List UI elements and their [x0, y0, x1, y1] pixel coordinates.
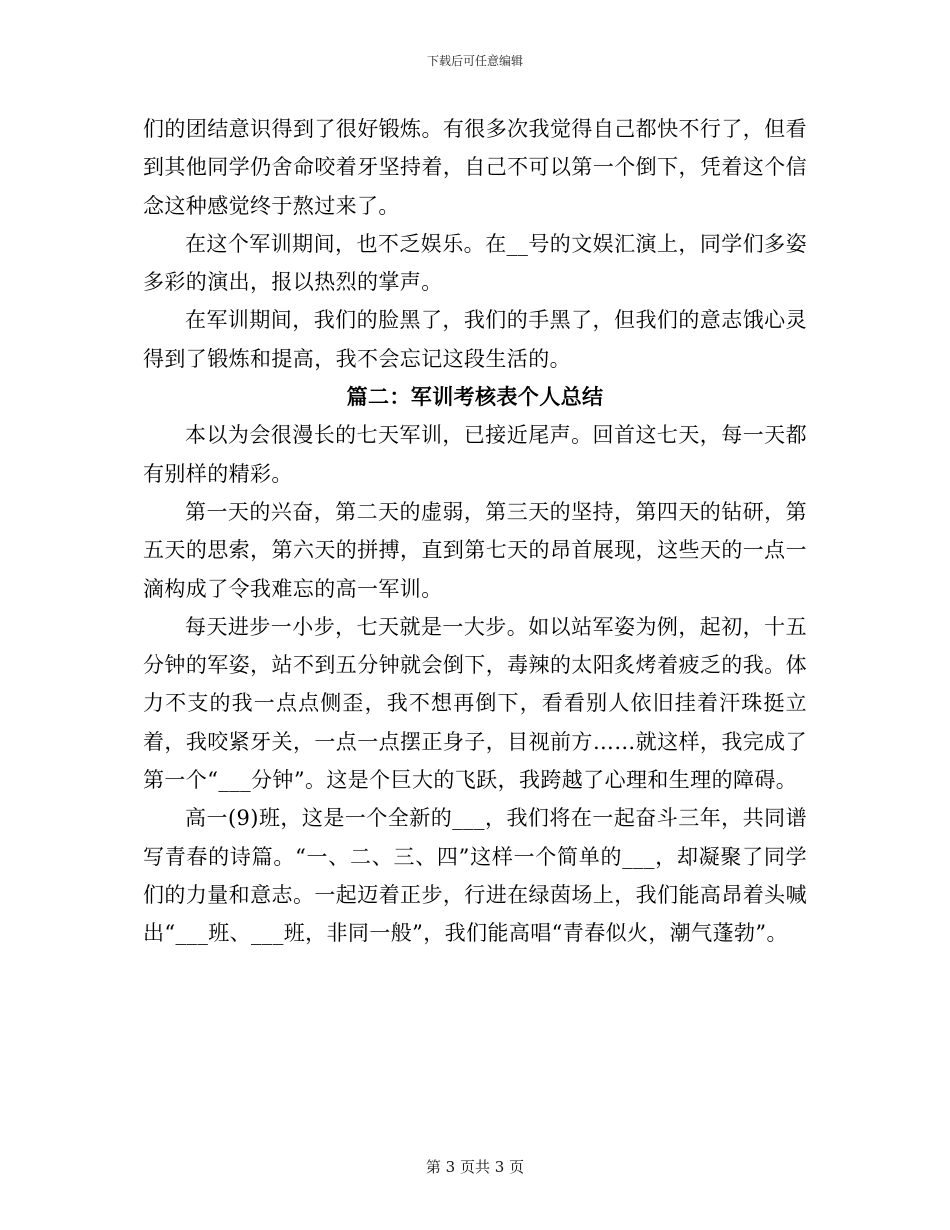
paragraph-progress: 每天进步一小步，七天就是一大步。如以站军姿为例，起初，十五分钟的军姿，站不到五分钟就会倒下，毒辣的太阳炙烤着疲乏的我。体力不支的我一点点侧歪，我不想再倒下，看看别人依旧挂着汗珠挺立着，我咬紧牙关，一点一点摆正身子，目视前方……就这样，我完成了第一个“___分钟”。这是个巨大的飞跃，我跨越了心理和生理的障碍。: [143, 614, 807, 793]
document-body: [143, 110, 807, 953]
paragraph-intro: 本以为会很漫长的七天军训，已接近尾声。回首这七天，每一天都有别样的精彩。: [143, 423, 807, 486]
paragraph-class: 高一(9)班，这是一个全新的___，我们将在一起奋斗三年，共同谱写青春的诗篇。“一、二、三、四”这样一个简单的___，却凝聚了同学们的力量和意志。一起迈着正步，行进在绿茵场上，我们能高昂着头喊出“___班、___班，非同一般”，我们能高唱“青春似火，潮气蓬勃”。: [143, 806, 807, 946]
section-title: 篇二：军训考核表个人总结: [346, 384, 604, 410]
paragraph-continued: 们的团结意识得到了很好锻炼。有很多次我觉得自己都快不行了，但看到其他同学仍舍命咬着牙坚持着，自己不可以第一个倒下，凭着这个信念这种感觉终于熬过来了。: [143, 117, 807, 218]
paragraph-seven-days: 第一天的兴奋，第二天的虚弱，第三天的坚持，第四天的钻研，第五天的思索，第六天的拼搏，直到第七天的昂首展现，这些天的一点一滴构成了令我难忘的高一军训。: [143, 499, 807, 601]
page-header: 下载后可任意编辑: [426, 54, 523, 68]
page-footer: 第 3 页共 3 页: [425, 1158, 525, 1176]
paragraph-entertainment: 在这个军训期间，也不乏娱乐。在__号的文娱汇演上，同学们多姿多彩的演出，报以热烈的掌声。: [143, 231, 807, 295]
paragraph-reflection: 在军训期间，我们的脸黑了，我们的手黑了，但我们的意志饿心灵得到了锻炼和提高，我不会忘记这段生活的。: [143, 308, 807, 371]
